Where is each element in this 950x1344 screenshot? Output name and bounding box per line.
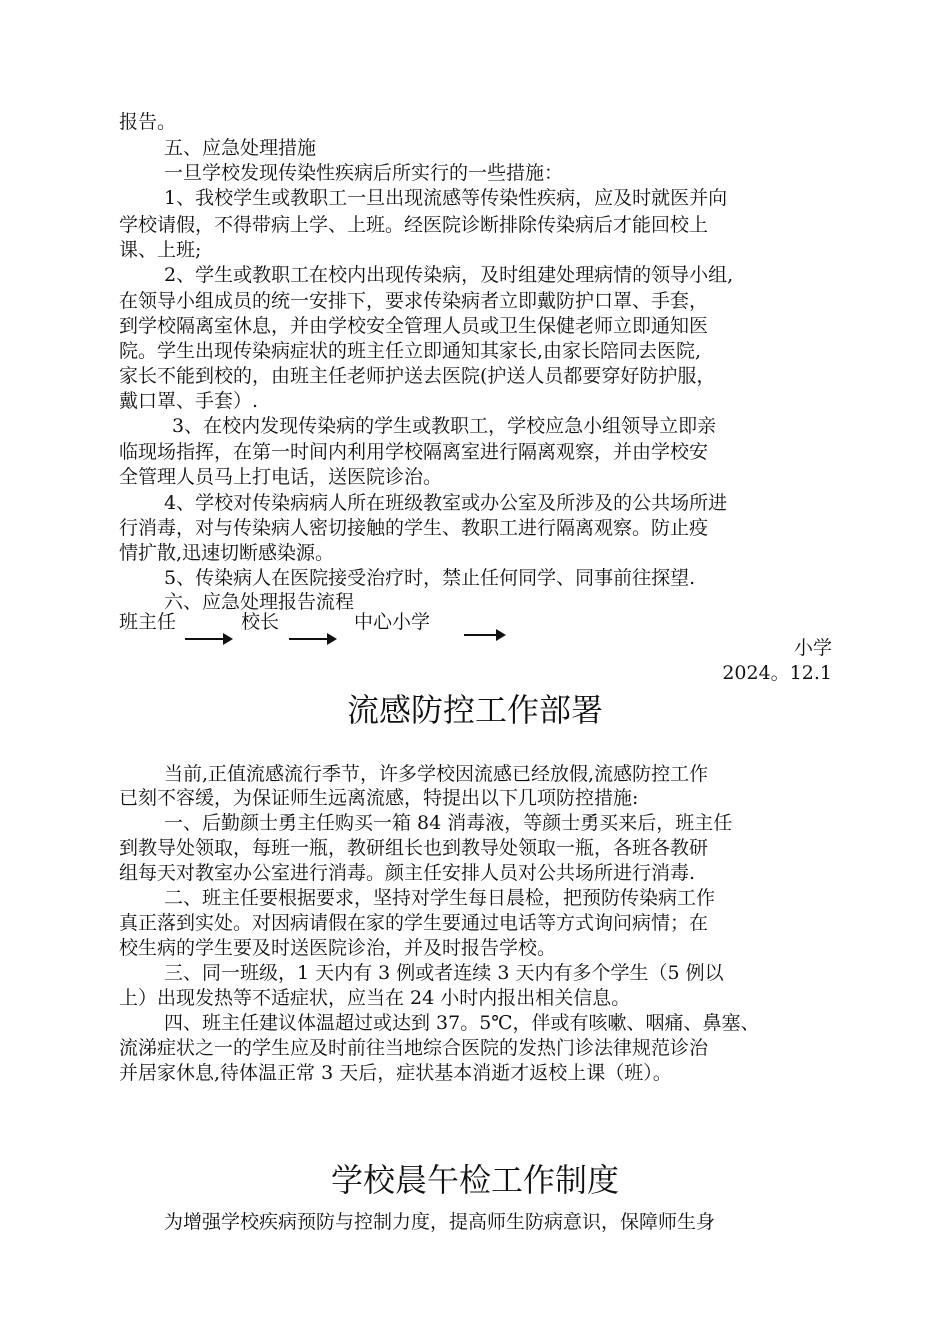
paragraph-line: 课、上班; [119, 239, 202, 261]
paragraph-line: 一、后勤颜士勇主任购买一箱 84 消毒液，等颜士勇买来后，班主任 [164, 812, 733, 834]
paragraph-line: 为增强学校疾病预防与控制力度，提高师生防病意识，保障师生身 [164, 1211, 716, 1233]
paragraph-line: 上）出现发热等不适症状，应当在 24 小时内报出相关信息。 [119, 987, 631, 1009]
paragraph-line: 已刻不容缓，为保证师生远离流感，特提出以下几项防控措施: [119, 787, 639, 809]
flow-step-principal: 校长 [241, 611, 280, 633]
paragraph-line: 流涕症状之一的学生应及时前往当地综合医院的发热门诊法律规范诊治 [119, 1037, 709, 1059]
paragraph-line: 院。学生出现传染病症状的班主任立即通知其家长,由家长陪同去医院, [119, 340, 702, 362]
flow-step-class-teacher: 班主任 [119, 611, 177, 633]
arrow-right-icon [464, 634, 504, 636]
paragraph-line: 到教导处领取，每班一瓶，教研组长也到教导处领取一瓶，各班各教研 [119, 837, 709, 859]
paragraph-line: 在领导小组成员的统一安排下，要求传染病者立即戴防护口罩、手套， [119, 290, 709, 312]
paragraph-line: 戴口罩、手套）. [119, 390, 259, 412]
section-heading: 五、应急处理措施 [164, 137, 317, 159]
paragraph-line: 二、班主任要根据要求，坚持对学生每日晨检，把预防传染病工作 [164, 887, 716, 909]
date: 2024。12.1 [722, 662, 832, 684]
paragraph-line: 临现场指挥，在第一时间内利用学校隔离室进行隔离观察，并由学校安 [119, 441, 709, 463]
paragraph-line: 4、学校对传染病病人所在班级教室或办公室及所涉及的公共场所进 [164, 492, 728, 514]
section-title: 学校晨午检工作制度 [330, 1161, 619, 1199]
paragraph-line: 当前,正值流感流行季节，许多学校因流感已经放假,流感防控工作 [164, 763, 709, 785]
paragraph-line: 真正落到实处。对因病请假在家的学生要通过电话等方式询问病情；在 [119, 912, 709, 934]
arrow-right-icon [185, 638, 231, 640]
paragraph-line: 全管理人员马上打电话，送医院诊治。 [119, 466, 443, 488]
paragraph-line: 并居家休息,待体温正常 3 天后，症状基本消逝才返校上课（班）。 [119, 1062, 672, 1084]
paragraph-line: 四、班主任建议体温超过或达到 37。5℃，伴或有咳嗽、咽痛、鼻塞、 [164, 1012, 760, 1034]
signature: 小学 [793, 637, 832, 659]
paragraph-line: 报告。 [119, 111, 177, 133]
flow-step-central-school: 中心小学 [354, 611, 431, 633]
paragraph-line: 校生病的学生要及时送医院诊治，并及时报告学校。 [119, 937, 557, 959]
paragraph-line: 家长不能到校的，由班主任老师护送去医院(护送人员都要穿好防护服， [119, 365, 716, 387]
paragraph-line: 学校请假，不得带病上学、上班。经医院诊断排除传染病后才能回校上 [119, 214, 709, 236]
paragraph-line: 5、传染病人在医院接受治疗时，禁止任何同学、同事前往探望. [164, 567, 696, 589]
paragraph-line: 情扩散,迅速切断感染源。 [119, 542, 335, 564]
paragraph-line: 行消毒，对与传染病人密切接触的学生、教职工进行隔离观察。防止疫 [119, 517, 709, 539]
paragraph-line: 1、我校学生或教职工一旦出现流感等传染性疾病，应及时就医并向 [164, 187, 728, 209]
section-heading: 六、应急处理报告流程 [164, 591, 355, 613]
arrow-right-icon [289, 638, 335, 640]
paragraph-line: 2、学生或教职工在校内出现传染病，及时组建处理病情的领导小组, [164, 264, 734, 286]
paragraph-line: 一旦学校发现传染性疾病后所实行的一些措施： [164, 162, 564, 184]
report-flow [119, 610, 539, 640]
paragraph-line: 三、同一班级，1 天内有 3 例或者连续 3 天内有多个学生（5 例以 [164, 962, 724, 984]
paragraph-line: 组每天对教室办公室进行消毒。颜主任安排人员对公共场所进行消毒. [119, 862, 696, 884]
section-title: 流感防控工作部署 [346, 691, 603, 729]
paragraph-line: 到学校隔离室休息，并由学校安全管理人员或卫生保健老师立即通知医 [119, 315, 709, 337]
paragraph-line: 3、在校内发现传染病的学生或教职工，学校应急小组领导立即亲 [172, 415, 717, 437]
